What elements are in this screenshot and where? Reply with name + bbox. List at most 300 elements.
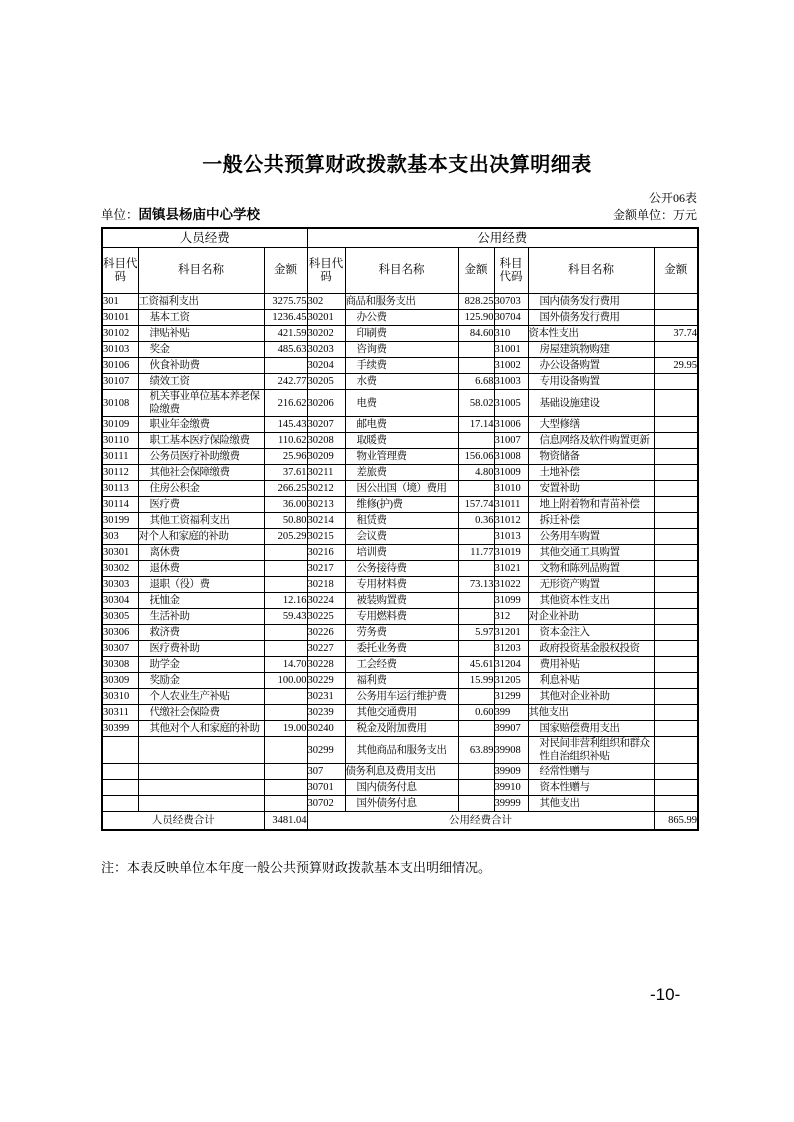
- subject-name-cell: 基本工资: [138, 310, 264, 326]
- amount-cell: [654, 374, 698, 390]
- subject-name-cell: 津贴补贴: [138, 326, 264, 342]
- col-header-subject-name-3: 科目名称: [528, 248, 654, 294]
- subject-code-cell: [102, 764, 138, 780]
- subject-name-cell: 利息补贴: [528, 673, 654, 689]
- subject-code-cell: 30304: [102, 593, 138, 609]
- amount-cell: 14.70: [264, 657, 307, 673]
- amount-cell: [264, 641, 307, 657]
- amount-cell: 3275.75: [264, 294, 307, 310]
- amount-cell: [654, 593, 698, 609]
- table-row: [102, 721, 698, 737]
- subject-code-cell: 312: [494, 609, 528, 625]
- subject-code-cell: 30301: [102, 545, 138, 561]
- subject-code-cell: 31203: [494, 641, 528, 657]
- amount-cell: [458, 764, 494, 780]
- amount-cell: 125.90: [458, 310, 494, 326]
- subject-name-cell: 物业管理费: [345, 449, 458, 465]
- col-header-amount-3: 金额: [654, 248, 698, 294]
- subject-code-cell: 30102: [102, 326, 138, 342]
- subject-code-cell: 31009: [494, 465, 528, 481]
- amount-cell: [264, 705, 307, 721]
- subject-name-cell: 奖金: [138, 342, 264, 358]
- subject-code-cell: 302: [307, 294, 345, 310]
- subject-name-cell: 助学金: [138, 657, 264, 673]
- amount-cell: 73.13: [458, 577, 494, 593]
- amount-cell: 84.60: [458, 326, 494, 342]
- subject-code-cell: 30211: [307, 465, 345, 481]
- subject-name-cell: 公务用车购置: [528, 529, 654, 545]
- subject-code-cell: 30229: [307, 673, 345, 689]
- amount-cell: [264, 780, 307, 796]
- subject-name-cell: 办公费: [345, 310, 458, 326]
- amount-cell: [654, 481, 698, 497]
- col-header-subject-name-2: 科目名称: [345, 248, 458, 294]
- subject-code-cell: 30218: [307, 577, 345, 593]
- amount-cell: [458, 593, 494, 609]
- amount-cell: [654, 294, 698, 310]
- subject-code-cell: 31205: [494, 673, 528, 689]
- subject-code-cell: 31001: [494, 342, 528, 358]
- subject-code-cell: 30109: [102, 417, 138, 433]
- subject-name-cell: 对民间非营利组织和群众性自治组织补贴: [528, 737, 654, 764]
- subject-code-cell: 31007: [494, 433, 528, 449]
- amount-cell: [458, 342, 494, 358]
- subject-code-cell: 30214: [307, 513, 345, 529]
- amount-cell: 12.16: [264, 593, 307, 609]
- amount-cell: 25.96: [264, 449, 307, 465]
- subject-name-cell: 基础设施建设: [528, 390, 654, 417]
- subject-code-cell: 30205: [307, 374, 345, 390]
- subject-code-cell: 30302: [102, 561, 138, 577]
- subject-name-cell: 水费: [345, 374, 458, 390]
- subject-name-cell: 国家赔偿费用支出: [528, 721, 654, 737]
- subject-name-cell: 租赁费: [345, 513, 458, 529]
- amount-unit-label: 金额单位：万元: [612, 208, 697, 222]
- subject-name-cell: 职业年金缴费: [138, 417, 264, 433]
- subject-code-cell: 30303: [102, 577, 138, 593]
- page-number: -10-: [650, 985, 681, 1004]
- subject-name-cell: 资本金注入: [528, 625, 654, 641]
- table-row: [102, 577, 698, 593]
- table-body: [102, 294, 698, 812]
- personnel-total-value: 3481.04: [264, 812, 307, 831]
- subject-code-cell: 30309: [102, 673, 138, 689]
- amount-cell: [264, 737, 307, 764]
- amount-cell: 242.77: [264, 374, 307, 390]
- subject-name-cell: 对企业补助: [528, 609, 654, 625]
- subject-name-cell: 其他支出: [528, 705, 654, 721]
- subject-name-cell: 邮电费: [345, 417, 458, 433]
- subject-name-cell: 无形资产购置: [528, 577, 654, 593]
- subject-code-cell: 310: [494, 326, 528, 342]
- amount-cell: [654, 497, 698, 513]
- subject-code-cell: 31201: [494, 625, 528, 641]
- subject-name-cell: 取暖费: [345, 433, 458, 449]
- subject-name-cell: 专用燃料费: [345, 609, 458, 625]
- amount-cell: 205.29: [264, 529, 307, 545]
- subject-name-cell: 对个人和家庭的补助: [138, 529, 264, 545]
- subject-name-cell: 退休费: [138, 561, 264, 577]
- subject-name-cell: 工资福利支出: [138, 294, 264, 310]
- unit-name: 固镇县杨庙中心学校: [138, 207, 261, 222]
- table-row: [102, 641, 698, 657]
- subject-code-cell: 30212: [307, 481, 345, 497]
- amount-cell: 50.80: [264, 513, 307, 529]
- table-row: [102, 796, 698, 812]
- amount-cell: 145.43: [264, 417, 307, 433]
- subject-name-cell: 国内债务付息: [345, 780, 458, 796]
- subject-name-cell: 国外债务付息: [345, 796, 458, 812]
- subject-name-cell: 电费: [345, 390, 458, 417]
- subject-name-cell: 公务用车运行维护费: [345, 689, 458, 705]
- subject-name-cell: 培训费: [345, 545, 458, 561]
- subject-name-cell: 大型修缮: [528, 417, 654, 433]
- subject-name-cell: 救济费: [138, 625, 264, 641]
- subject-name-cell: 个人农业生产补贴: [138, 689, 264, 705]
- amount-cell: 19.00: [264, 721, 307, 737]
- table-row: [102, 433, 698, 449]
- table-row: [102, 545, 698, 561]
- subject-name-cell: 其他交通费用: [345, 705, 458, 721]
- amount-cell: [264, 561, 307, 577]
- amount-cell: 37.61: [264, 465, 307, 481]
- table-row: [102, 358, 698, 374]
- amount-cell: [654, 780, 698, 796]
- table-row: [102, 449, 698, 465]
- subject-name-cell: 办公设备购置: [528, 358, 654, 374]
- subject-code-cell: 39908: [494, 737, 528, 764]
- col-header-subject-code-3: 科目代码: [494, 248, 528, 294]
- table-row: [102, 465, 698, 481]
- amount-cell: 216.62: [264, 390, 307, 417]
- amount-cell: [654, 737, 698, 764]
- subject-code-cell: 30103: [102, 342, 138, 358]
- table-row: [102, 737, 698, 764]
- subject-code-cell: 30228: [307, 657, 345, 673]
- expenditure-detail-table: [101, 227, 699, 831]
- subject-name-cell: 物资储备: [528, 449, 654, 465]
- amount-cell: [654, 673, 698, 689]
- amount-cell: 110.62: [264, 433, 307, 449]
- subject-name-cell: [138, 780, 264, 796]
- subject-code-cell: [102, 780, 138, 796]
- subject-code-cell: [102, 737, 138, 764]
- subject-code-cell: 30305: [102, 609, 138, 625]
- amount-cell: 11.77: [458, 545, 494, 561]
- amount-cell: 15.99: [458, 673, 494, 689]
- subject-code-cell: 30239: [307, 705, 345, 721]
- subject-code-cell: 30101: [102, 310, 138, 326]
- amount-cell: [458, 721, 494, 737]
- table-row: [102, 780, 698, 796]
- amount-cell: 421.59: [264, 326, 307, 342]
- subject-code-cell: 30231: [307, 689, 345, 705]
- subject-code-cell: 30702: [307, 796, 345, 812]
- amount-cell: [458, 529, 494, 545]
- amount-cell: 36.00: [264, 497, 307, 513]
- amount-cell: [458, 561, 494, 577]
- subject-name-cell: 伙食补助费: [138, 358, 264, 374]
- subject-name-cell: 差旅费: [345, 465, 458, 481]
- table-row: [102, 497, 698, 513]
- table-row: [102, 481, 698, 497]
- subject-name-cell: 资本性支出: [528, 326, 654, 342]
- public-total-value: 865.99: [654, 812, 698, 831]
- subject-name-cell: 因公出国（境）费用: [345, 481, 458, 497]
- amount-cell: 29.95: [654, 358, 698, 374]
- unit-label: 单位：: [101, 208, 139, 222]
- subject-name-cell: 其他交通工具购置: [528, 545, 654, 561]
- subject-code-cell: 30202: [307, 326, 345, 342]
- subject-code-cell: 30111: [102, 449, 138, 465]
- subject-code-cell: 31013: [494, 529, 528, 545]
- amount-cell: [654, 796, 698, 812]
- subject-name-cell: 代缴社会保险费: [138, 705, 264, 721]
- table-total-row: [102, 812, 698, 831]
- table-row: [102, 529, 698, 545]
- subject-code-cell: 30206: [307, 390, 345, 417]
- amount-cell: [264, 796, 307, 812]
- subject-code-cell: 30308: [102, 657, 138, 673]
- subject-code-cell: 30106: [102, 358, 138, 374]
- subject-name-cell: 劳务费: [345, 625, 458, 641]
- subject-name-cell: 其他支出: [528, 796, 654, 812]
- amount-cell: [654, 342, 698, 358]
- subject-code-cell: 31204: [494, 657, 528, 673]
- amount-cell: [458, 358, 494, 374]
- amount-cell: 59.43: [264, 609, 307, 625]
- subject-name-cell: 安置补助: [528, 481, 654, 497]
- subject-code-cell: 31003: [494, 374, 528, 390]
- table-row: [102, 625, 698, 641]
- subject-name-cell: 手续费: [345, 358, 458, 374]
- subject-name-cell: 国外债务发行费用: [528, 310, 654, 326]
- subject-code-cell: 301: [102, 294, 138, 310]
- subject-code-cell: 30311: [102, 705, 138, 721]
- subject-code-cell: 39910: [494, 780, 528, 796]
- amount-cell: 5.97: [458, 625, 494, 641]
- subject-code-cell: 30208: [307, 433, 345, 449]
- group-header-public: 公用经费: [307, 228, 698, 248]
- amount-cell: 100.00: [264, 673, 307, 689]
- table-row: [102, 390, 698, 417]
- amount-cell: [458, 780, 494, 796]
- amount-cell: [654, 449, 698, 465]
- subject-name-cell: 信息网络及软件购置更新: [528, 433, 654, 449]
- subject-name-cell: 政府投资基金股权投资: [528, 641, 654, 657]
- amount-cell: 1236.45: [264, 310, 307, 326]
- amount-cell: [654, 513, 698, 529]
- subject-code-cell: 30227: [307, 641, 345, 657]
- subject-name-cell: 奖励金: [138, 673, 264, 689]
- table-row: [102, 342, 698, 358]
- amount-cell: [264, 358, 307, 374]
- subject-code-cell: 30703: [494, 294, 528, 310]
- subject-code-cell: 31022: [494, 577, 528, 593]
- subject-code-cell: 31021: [494, 561, 528, 577]
- subject-code-cell: 303: [102, 529, 138, 545]
- subject-code-cell: 30204: [307, 358, 345, 374]
- subject-code-cell: 39999: [494, 796, 528, 812]
- table-row: [102, 561, 698, 577]
- subject-code-cell: 31299: [494, 689, 528, 705]
- amount-cell: [654, 657, 698, 673]
- amount-cell: [264, 764, 307, 780]
- amount-cell: 485.63: [264, 342, 307, 358]
- subject-name-cell: 公务员医疗补助缴费: [138, 449, 264, 465]
- unit-line: [101, 203, 260, 223]
- subject-code-cell: 31099: [494, 593, 528, 609]
- subject-code-cell: 30108: [102, 390, 138, 417]
- amount-cell: 156.06: [458, 449, 494, 465]
- col-header-subject-code-2: 科目代码: [307, 248, 345, 294]
- subject-code-cell: 30209: [307, 449, 345, 465]
- form-number-label: 公开06表: [648, 191, 697, 205]
- amount-cell: [654, 764, 698, 780]
- page-title: 一般公共预算财政拨款基本支出决算明细表: [202, 154, 592, 176]
- table-group-header-row: [102, 228, 698, 248]
- amount-cell: 157.74: [458, 497, 494, 513]
- subject-name-cell: 被装购置费: [345, 593, 458, 609]
- subject-code-cell: 30240: [307, 721, 345, 737]
- amount-cell: [264, 545, 307, 561]
- table-row: [102, 326, 698, 342]
- subject-code-cell: 30107: [102, 374, 138, 390]
- subject-code-cell: 30199: [102, 513, 138, 529]
- subject-name-cell: 工会经费: [345, 657, 458, 673]
- amount-cell: [654, 417, 698, 433]
- table-row: [102, 689, 698, 705]
- subject-name-cell: 公务接待费: [345, 561, 458, 577]
- group-header-personnel: 人员经费: [102, 228, 307, 248]
- table-row: [102, 764, 698, 780]
- subject-code-cell: 39907: [494, 721, 528, 737]
- subject-name-cell: 委托业务费: [345, 641, 458, 657]
- subject-code-cell: 30226: [307, 625, 345, 641]
- subject-name-cell: 其他资本性支出: [528, 593, 654, 609]
- subject-code-cell: 30110: [102, 433, 138, 449]
- subject-name-cell: 商品和服务支出: [345, 294, 458, 310]
- subject-name-cell: 专用设备购置: [528, 374, 654, 390]
- subject-code-cell: 31005: [494, 390, 528, 417]
- subject-name-cell: 其他对企业补助: [528, 689, 654, 705]
- unit-row: [101, 203, 697, 223]
- subject-name-cell: [138, 764, 264, 780]
- amount-cell: [654, 529, 698, 545]
- amount-cell: [654, 577, 698, 593]
- table-row: [102, 417, 698, 433]
- subject-code-cell: 30112: [102, 465, 138, 481]
- amount-cell: 828.25: [458, 294, 494, 310]
- subject-code-cell: 31012: [494, 513, 528, 529]
- subject-code-cell: 30399: [102, 721, 138, 737]
- subject-name-cell: 房屋建筑物购建: [528, 342, 654, 358]
- subject-code-cell: 30201: [307, 310, 345, 326]
- subject-code-cell: 30207: [307, 417, 345, 433]
- subject-name-cell: 绩效工资: [138, 374, 264, 390]
- subject-name-cell: 资本性赠与: [528, 780, 654, 796]
- amount-cell: 6.68: [458, 374, 494, 390]
- amount-cell: [654, 689, 698, 705]
- subject-name-cell: 经常性赠与: [528, 764, 654, 780]
- amount-cell: [458, 796, 494, 812]
- amount-cell: 0.60: [458, 705, 494, 721]
- subject-name-cell: 费用补贴: [528, 657, 654, 673]
- amount-cell: 0.36: [458, 513, 494, 529]
- subject-name-cell: 医疗费补助: [138, 641, 264, 657]
- subject-code-cell: 399: [494, 705, 528, 721]
- subject-name-cell: 文物和陈列品购置: [528, 561, 654, 577]
- subject-code-cell: 30113: [102, 481, 138, 497]
- amount-cell: [264, 577, 307, 593]
- public-total-label: 公用经费合计: [307, 812, 654, 831]
- subject-code-cell: 30225: [307, 609, 345, 625]
- subject-name-cell: 住房公积金: [138, 481, 264, 497]
- subject-code-cell: 30310: [102, 689, 138, 705]
- subject-code-cell: 30217: [307, 561, 345, 577]
- amount-cell: 58.02: [458, 390, 494, 417]
- subject-code-cell: 30215: [307, 529, 345, 545]
- amount-cell: 45.61: [458, 657, 494, 673]
- amount-cell: [654, 705, 698, 721]
- subject-name-cell: 土地补偿: [528, 465, 654, 481]
- subject-name-cell: 其他商品和服务支出: [345, 737, 458, 764]
- subject-name-cell: 生活补助: [138, 609, 264, 625]
- amount-cell: [264, 625, 307, 641]
- subject-name-cell: 医疗费: [138, 497, 264, 513]
- amount-cell: [458, 641, 494, 657]
- subject-code-cell: 31011: [494, 497, 528, 513]
- subject-name-cell: 福利费: [345, 673, 458, 689]
- subject-code-cell: 30704: [494, 310, 528, 326]
- amount-cell: [654, 545, 698, 561]
- subject-code-cell: 31006: [494, 417, 528, 433]
- amount-cell: [264, 689, 307, 705]
- subject-code-cell: 31019: [494, 545, 528, 561]
- subject-name-cell: 其他工资福利支出: [138, 513, 264, 529]
- amount-cell: [654, 625, 698, 641]
- subject-name-cell: 退职（役）费: [138, 577, 264, 593]
- subject-code-cell: [102, 796, 138, 812]
- subject-code-cell: 30701: [307, 780, 345, 796]
- amount-cell: [654, 641, 698, 657]
- subject-name-cell: 职工基本医疗保险缴费: [138, 433, 264, 449]
- col-header-subject-name-1: 科目名称: [138, 248, 264, 294]
- subject-name-cell: 债务利息及费用支出: [345, 764, 458, 780]
- subject-code-cell: 30299: [307, 737, 345, 764]
- table-column-header-row: [102, 248, 698, 294]
- subject-name-cell: 其他社会保障缴费: [138, 465, 264, 481]
- subject-code-cell: 30213: [307, 497, 345, 513]
- subject-code-cell: 30306: [102, 625, 138, 641]
- amount-cell: [458, 609, 494, 625]
- subject-code-cell: 30224: [307, 593, 345, 609]
- subject-code-cell: 39909: [494, 764, 528, 780]
- table-row: [102, 657, 698, 673]
- subject-name-cell: 拆迁补偿: [528, 513, 654, 529]
- subject-name-cell: 维修(护)费: [345, 497, 458, 513]
- amount-cell: 37.74: [654, 326, 698, 342]
- subject-name-cell: 机关事业单位基本养老保险缴费: [138, 390, 264, 417]
- col-header-subject-code-1: 科目代码: [102, 248, 138, 294]
- amount-cell: [654, 310, 698, 326]
- subject-name-cell: [138, 737, 264, 764]
- personnel-total-label: 人员经费合计: [102, 812, 264, 831]
- subject-name-cell: 专用材料费: [345, 577, 458, 593]
- amount-cell: [458, 689, 494, 705]
- subject-code-cell: 30203: [307, 342, 345, 358]
- subject-code-cell: 307: [307, 764, 345, 780]
